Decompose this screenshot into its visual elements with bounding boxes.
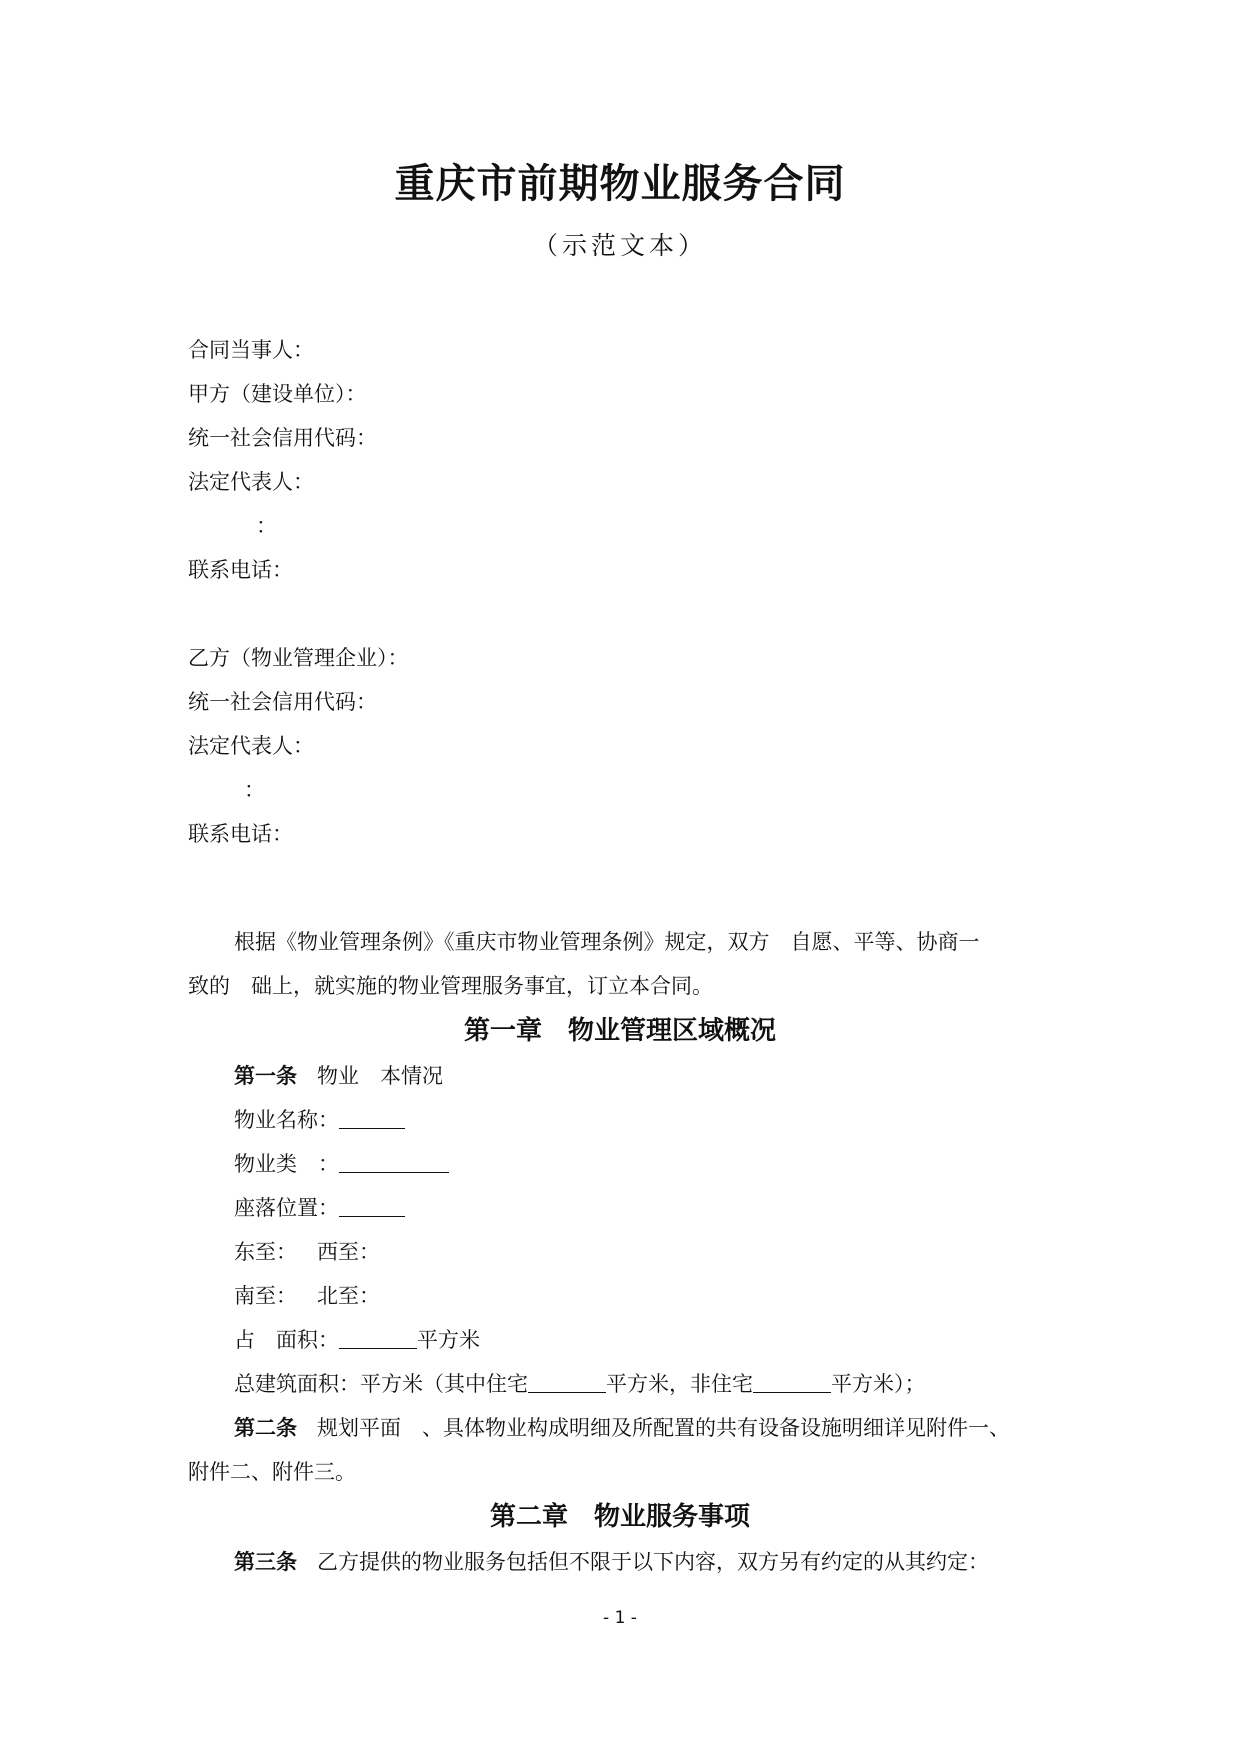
- article-2-line-1: 规划平面 、具体物业构成明细及所配置的共有设备设施明细详见附件一、: [317, 1416, 1010, 1440]
- party-b-phone: 联系电话：: [188, 822, 293, 846]
- chapter-1-title: 第一章 物业管理区域概况: [463, 1016, 776, 1046]
- article-3: [234, 1548, 989, 1576]
- non-residential-area-blank[interactable]: [753, 1372, 831, 1393]
- article-2-line-2: 附件二、附件三。: [188, 1460, 356, 1484]
- article-1-label: 第一条: [234, 1064, 297, 1088]
- location-label: 座落位置：: [234, 1196, 339, 1220]
- east-label: 东至：: [234, 1240, 297, 1264]
- location-row: [234, 1194, 405, 1222]
- land-area-row: [234, 1326, 480, 1354]
- west-label: 西至：: [317, 1240, 380, 1264]
- party-a-phone: 联系电话：: [188, 558, 293, 582]
- location-blank[interactable]: [339, 1196, 405, 1217]
- article-1-text: 物业 本情况: [317, 1064, 443, 1088]
- document-title: 重庆市前期物业服务合同: [394, 160, 846, 207]
- page-number: - 1 -: [603, 1608, 637, 1628]
- parties-intro: 合同当事人：: [188, 338, 314, 362]
- article-1: [234, 1062, 443, 1090]
- total-area-suffix: 平方米）；: [831, 1372, 926, 1396]
- property-name-label: 物业名称：: [234, 1108, 339, 1132]
- party-a-label: 甲方（建设单位）：: [188, 382, 367, 406]
- party-b-label: 乙方（物业管理企业）：: [188, 646, 409, 670]
- chapter-2-title: 第二章 物业服务事项: [489, 1502, 750, 1532]
- preamble-line-2: 致的 础上，就实施的物业管理服务事宜，订立本合同。: [188, 974, 713, 998]
- land-area-blank[interactable]: [339, 1328, 417, 1349]
- article-3-text: 乙方提供的物业服务包括但不限于以下内容，双方另有约定的从其约定：: [317, 1550, 989, 1574]
- party-b-legal-rep: 法定代表人：: [188, 734, 314, 758]
- total-area-row: [234, 1370, 926, 1398]
- total-area-mid: 平方米，非住宅: [606, 1372, 753, 1396]
- land-area-unit: 平方米: [417, 1328, 480, 1352]
- south-label: 南至：: [234, 1284, 297, 1308]
- document-subtitle: （示范文本）: [532, 231, 707, 260]
- property-name-blank[interactable]: [339, 1108, 405, 1129]
- preamble-line-1: 根据《物业管理条例》《重庆市物业管理条例》规定，双方 自愿、平等、协商一: [234, 930, 980, 954]
- party-a-colon-line: ：: [256, 514, 277, 538]
- party-b-colon-line: ：: [244, 778, 265, 802]
- property-type-row: [234, 1150, 449, 1178]
- party-b-credit-code: 统一社会信用代码：: [188, 690, 377, 714]
- property-type-label: 物业类 ：: [234, 1152, 339, 1176]
- party-a-legal-rep: 法定代表人：: [188, 470, 314, 494]
- property-type-blank[interactable]: [339, 1152, 449, 1173]
- residential-area-blank[interactable]: [528, 1372, 606, 1393]
- total-area-prefix: 总建筑面积：平方米（其中住宅: [234, 1372, 528, 1396]
- east-west-row: [234, 1238, 380, 1266]
- property-name-row: [234, 1106, 405, 1134]
- south-north-row: [234, 1282, 380, 1310]
- land-area-label: 占 面积：: [234, 1328, 339, 1352]
- party-a-credit-code: 统一社会信用代码：: [188, 426, 377, 450]
- article-3-label: 第三条: [234, 1550, 297, 1574]
- article-2-label: 第二条: [234, 1416, 297, 1440]
- north-label: 北至：: [317, 1284, 380, 1308]
- article-2: [234, 1414, 1010, 1442]
